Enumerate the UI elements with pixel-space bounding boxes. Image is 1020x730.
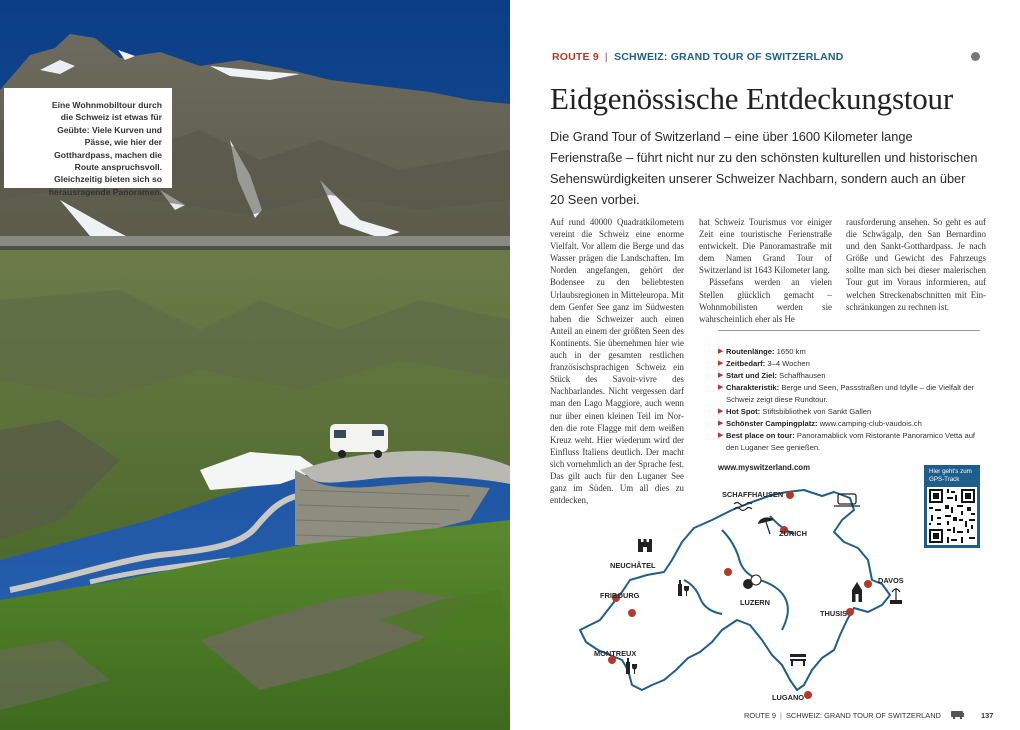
article-page [512, 0, 1020, 730]
fact-value: Panoramablick vom Ristorante Panoramico Vetta auf den Luganer See genießen. [726, 431, 976, 452]
fact-item [718, 370, 986, 382]
fact-label: Zeitbedarf: [726, 359, 766, 368]
gps-track-box[interactable] [924, 465, 980, 548]
church-icon [852, 582, 862, 602]
map-label: DAVOS [878, 576, 904, 585]
map-label: NEUCHÂTEL [610, 561, 656, 570]
train-icon [834, 494, 860, 506]
body-column-3 [846, 216, 986, 313]
route-facts-list [718, 346, 986, 454]
fact-value: 1650 km [776, 347, 806, 356]
arrow-icon: ▶ [718, 348, 724, 355]
theatre-masks-icon [743, 575, 761, 589]
fact-item [718, 382, 986, 406]
fact-value: Stiftsbibliothek von Sankt Gallen [762, 407, 872, 416]
fountain-icon [890, 588, 902, 604]
fact-value: www.camping-club-vaudois.ch [819, 419, 922, 428]
fact-item [718, 430, 986, 454]
route-map [572, 480, 912, 705]
fact-label: Charakteristik: [726, 383, 780, 392]
running-head-separator: | [604, 51, 609, 63]
fact-value: Schaffhausen [779, 371, 826, 380]
qr-code-icon[interactable] [927, 487, 977, 545]
camper-icon [951, 710, 965, 719]
facts-divider [718, 330, 980, 331]
map-label: LUGANO [772, 693, 805, 702]
article-headline: Eidgenössische Entdeckungstour [550, 81, 953, 116]
map-label: THUSIS [820, 609, 848, 618]
fact-item [718, 358, 986, 370]
footer-separator: | [780, 711, 782, 720]
stop-davos [864, 580, 872, 588]
footer-route: ROUTE 9 [744, 711, 777, 720]
stop-thusis [846, 608, 854, 616]
fact-value: 3–4 Wochen [767, 359, 810, 368]
photo-caption: Eine Wohnmobiltour durch die Schweiz ist etwas für Geübte: Viele Kurven und Pässe, wie hier der Gotthardpass, machen die Route anspruchsvoll. Gleichzeitig bieten sich so herausragende Panoramen. [48, 100, 162, 197]
map-label: LUZERN [740, 598, 770, 607]
fact-label: Schönster Campingplatz: [726, 419, 818, 428]
route-line [580, 490, 890, 690]
body-column-2 [699, 216, 832, 325]
fact-label: Start und Ziel: [726, 371, 778, 380]
fact-value: Berge und Seen, Passstraßen und Idylle – die Vielfalt der Schweiz zeigt diese Rundtour. [726, 383, 975, 404]
body-paragraph: Auf rund 40000 Quadratkilometern vereint die Schweiz eine enorme Vielfalt. Vor allem die Berge und das Wasser prägen die Landschaften. Im Norden angefangen, gehört der Bodensee zu den beliebtesten Urlaubsregionen in Mitteleuropa. Mit dem Genfer See ganz im Südwesten haben die Schweizer auch einen Anteil an einem der größten Seen des Kontinents. Sie übernehmen hier wie auch in der gesamten restlichen französischsprachigen Schweiz ein Stück des Savoir-vivre des Nachbarlandes. Nicht vergessen darf man den Lago Maggiore, auch wenn nur über einen kleinen Teil im Norden die rote Flagge mit dem weißen Kreuz weht. Hier wiederum wird der Einfluss Italiens deutlich. Der macht sich vornehmlich an der Sprache fest. Das gilt auch für den Luganer See ganz im Süden. Um all dies zu entdecken, [550, 217, 684, 506]
bench-icon [790, 654, 806, 666]
fact-label: Best place on tour: [726, 431, 795, 440]
section-dot-icon [971, 52, 980, 61]
photo-caption-box [4, 88, 172, 197]
arrow-icon: ▶ [718, 408, 724, 415]
arrow-icon: ▶ [718, 384, 724, 391]
map-label: ZÜRICH [779, 529, 807, 538]
map-label: MONTREUX [594, 649, 637, 658]
arrow-icon: ▶ [718, 420, 724, 427]
body-paragraph: Pässefans werden an vielen Stellen glücklich gemacht – Wohnmobilisten werden sie wahrscheinlich eher als He [699, 277, 832, 324]
fact-label: Routenlänge: [726, 347, 775, 356]
map-label: FRIBOURG [600, 591, 640, 600]
body-paragraph: hat Schweiz Tourismus vor einiger Zeit eine touristische Ferienstraße entwickelt. Die Panoramastraße mit dem Namen Grand Tour of Switzerland ist 1643 Kilometer lang. [699, 217, 832, 276]
fact-item [718, 418, 986, 430]
website-link[interactable]: www.myswitzerland.com [718, 463, 810, 472]
route-number: ROUTE 9 [552, 51, 599, 63]
arrow-icon: ▶ [718, 432, 724, 439]
stop-luzern [724, 568, 732, 576]
fact-item [718, 406, 986, 418]
beach-umbrella-icon [758, 517, 774, 534]
stop-schaffhausen [786, 491, 794, 499]
stop-fribourg [628, 609, 636, 617]
body-paragraph: rausforderung ansehen. So geht es auf die Schwägalp, den San Bernardino und den Sankt-Gotthardpass. Je nach Größe und Gewicht des Fahrzeugs sollte man sich bei dieser malerischen Tour gut im Voraus informieren, auf welchen Streckenabschnitten mit Einschränkungen zu rechnen ist. [846, 217, 986, 312]
article-lead: Die Grand Tour of Switzerland – eine über 1600 Kilometer lange Ferienstraße – führt nicht nur zu den schönsten kulturellen und historischen Sehenswürdigkeiten unserer Schweizer Nachbarn, sondern auch an über 20 Seen vorbei. [550, 129, 978, 207]
arrow-icon: ▶ [718, 360, 724, 367]
footer-title: SCHWEIZ: GRAND TOUR OF SWITZERLAND [785, 711, 941, 720]
running-head-title: SCHWEIZ: GRAND TOUR OF SWITZERLAND [614, 51, 844, 63]
castle-icon [638, 539, 652, 552]
stop-lugano [804, 691, 812, 699]
fact-label: Hot Spot: [726, 407, 761, 416]
body-column-1 [550, 216, 684, 506]
fact-item [718, 346, 986, 358]
page-footer [744, 710, 993, 720]
route-stops [608, 491, 872, 699]
wine-icon [626, 658, 637, 674]
gps-track-label: Hier geht's zum GPS-Track [929, 468, 972, 483]
page-number: 137 [981, 711, 994, 720]
arrow-icon: ▶ [718, 372, 724, 379]
running-head [552, 51, 844, 63]
map-label: SCHAFFHAUSEN [722, 490, 784, 499]
